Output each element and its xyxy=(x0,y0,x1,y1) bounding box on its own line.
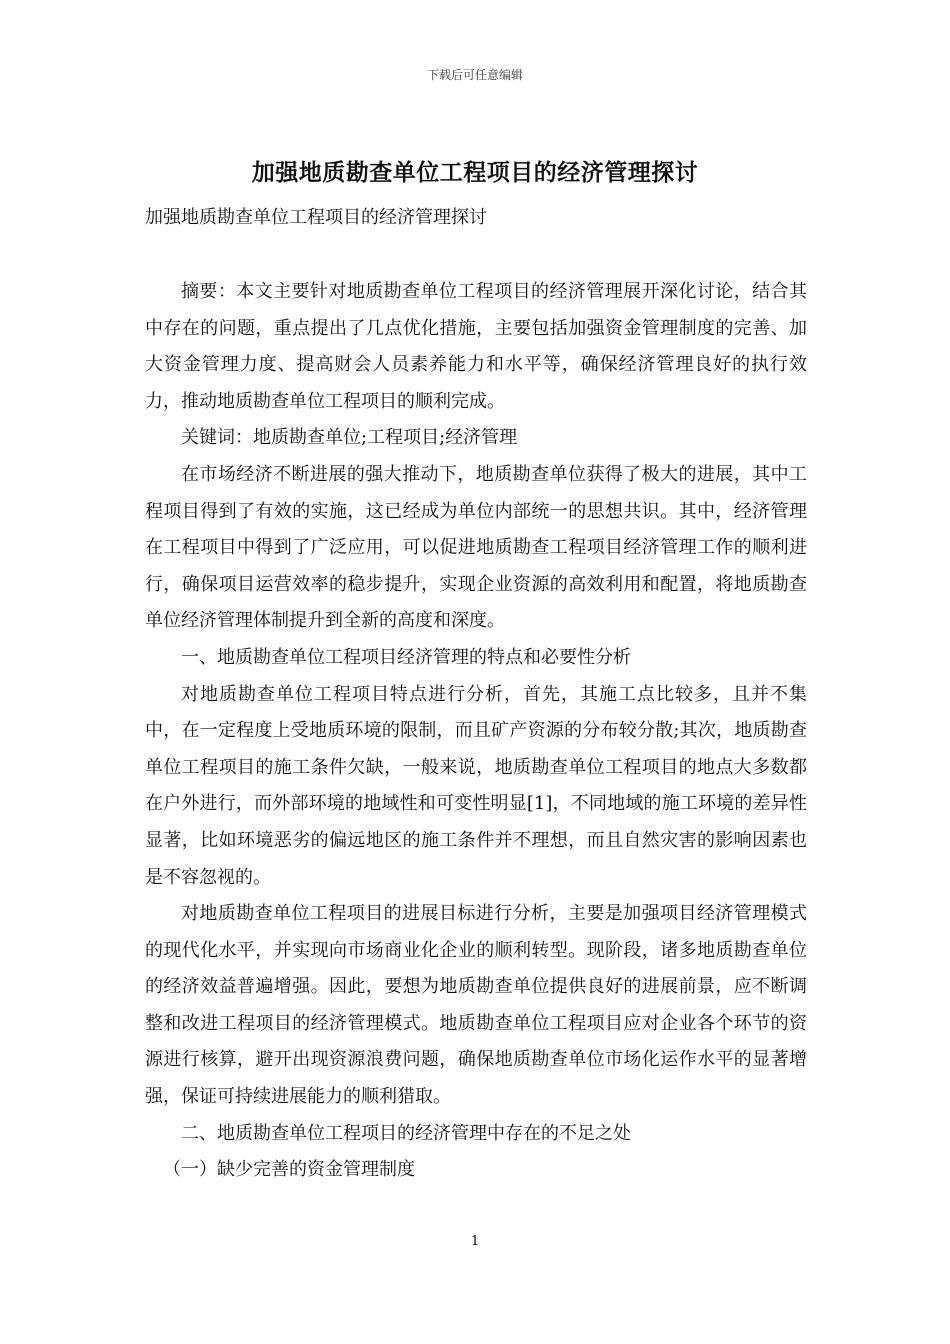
body-paragraph: 对地质勘查单位工程项目特点进行分析，首先，其施工点比较多，且并不集中，在一定程度上受地质环境的限制，而且矿产资源的分布较分散;其次，地质勘查单位工程项目的施工条件欠缺，一般来说，地质勘查单位工程项目的地点大多数都在户外进行，而外部环境的地域性和可变性明显[1]，不同地域的施工环境的差异性显著，比如环境恶劣的偏远地区的施工条件并不理想，而且自然灾害的影响因素也是不容忽视的。 xyxy=(145,683,807,888)
page-number: 1 xyxy=(470,1234,480,1249)
keywords-paragraph: 关键词：地质勘查单位;工程项目;经济管理 xyxy=(181,427,518,449)
subsection-heading: （一）缺少完善的资金管理制度 xyxy=(163,1159,415,1181)
document-subtitle: 加强地质勘查单位工程项目的经济管理探讨 xyxy=(145,207,487,228)
page-header-note: 下载后可任意编辑 xyxy=(426,68,523,82)
document-title: 加强地质勘查单位工程项目的经济管理探讨 xyxy=(251,159,699,186)
abstract-paragraph: 摘要：本文主要针对地质勘查单位工程项目的经济管理展开深化讨论，结合其中存在的问题，重点提出了几点优化措施，主要包括加强资金管理制度的完善、加大资金管理力度、提高财会人员素养能力和水平等，确保经济管理良好的执行效力，推动地质勘查单位工程项目的顺利完成。 xyxy=(145,281,807,412)
intro-paragraph: 在市场经济不断进展的强大推动下，地质勘查单位获得了极大的进展，其中工程项目得到了有效的实施，这已经成为单位内部统一的思想共识。其中，经济管理在工程项目中得到了广泛应用，可以促进地质勘查工程项目经济管理工作的顺利进行，确保项目运营效率的稳步提升，实现企业资源的高效利用和配置，将地质勘查单位经济管理体制提升到全新的高度和深度。 xyxy=(145,463,807,632)
section-heading-2: 二、地质勘查单位工程项目的经济管理中存在的不足之处 xyxy=(181,1122,631,1144)
section-heading-1: 一、地质勘查单位工程项目经济管理的特点和必要性分析 xyxy=(181,646,631,668)
document-body xyxy=(145,274,807,1189)
body-paragraph: 对地质勘查单位工程项目的进展目标进行分析，主要是加强项目经济管理模式的现代化水平，并实现向市场商业化企业的顺利转型。现阶段，诸多地质勘查单位的经济效益普遍增强。因此，要想为地质勘查单位提供良好的进展前景，应不断调整和改进工程项目的经济管理模式。地质勘查单位工程项目应对企业各个环节的资源进行核算，避开出现资源浪费问题，确保地质勘查单位市场化运作水平的显著增强，保证可持续进展能力的顺利猎取。 xyxy=(145,903,807,1108)
